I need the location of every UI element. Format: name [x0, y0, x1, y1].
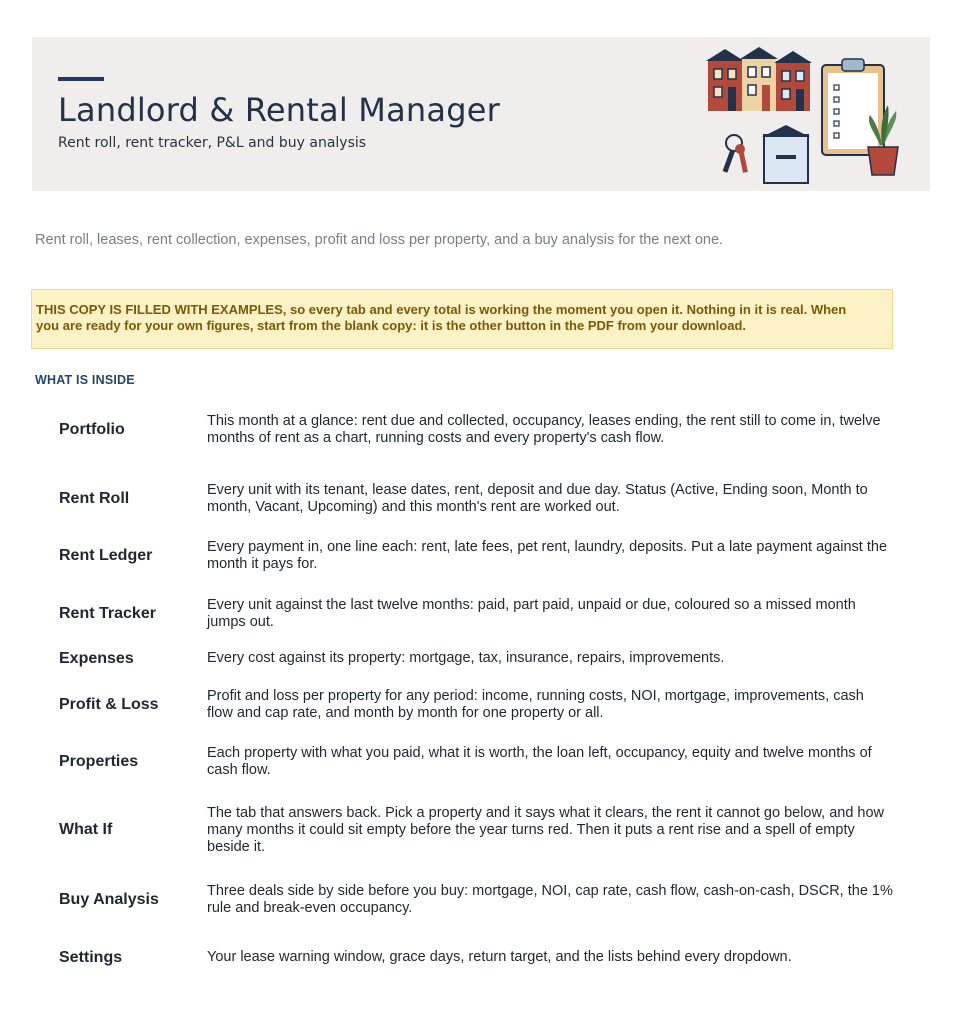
header-banner [32, 37, 930, 191]
tab-description: Every cost against its property: mortgage, tax, insurance, repairs, improvements. [207, 650, 725, 666]
tab-name: Settings [59, 949, 123, 966]
tab-name: Properties [59, 753, 139, 770]
notice-line-1: THIS COPY IS FILLED WITH EXAMPLES, so every tab and every total is working the moment you open it. Nothing in it is real. When [36, 302, 847, 317]
section-heading: WHAT IS INSIDE [35, 373, 135, 387]
clipboard-icon [822, 59, 884, 155]
page-subtitle: Rent roll, rent tracker, P&L and buy analysis [58, 135, 367, 151]
tab-description: Your lease warning window, grace days, return target, and the lists behind every dropdown. [207, 949, 792, 965]
tab-name: Expenses [59, 650, 134, 667]
tab-name: Rent Ledger [59, 547, 153, 564]
tab-name: Rent Roll [59, 490, 130, 507]
tab-description: Every payment in, one line each: rent, late fees, pet rent, laundry, deposits. Put a late payment against the month it pays for. [207, 539, 888, 572]
townhouses-icon [706, 47, 812, 111]
intro-text: Rent roll, leases, rent collection, expenses, profit and loss per property, and a buy analysis for the next one. [35, 232, 724, 248]
tab-name: Buy Analysis [59, 891, 159, 908]
tab-name: Portfolio [59, 421, 125, 438]
tab-description: Every unit with its tenant, lease dates, rent, deposit and due day. Status (Active, Ending soon, Month to month, Vacant, Upcoming) and this month's rent are worked out. [207, 482, 868, 515]
tab-description: Profit and loss per property for any period: income, running costs, NOI, mortgage, improvements, cash flow and cap rate, and month by month for one property or all. [207, 688, 864, 721]
notice-line-2: you are ready for your own figures, start from the blank copy: it is the other button in the PDF from your download. [36, 318, 747, 333]
tab-description: Each property with what you paid, what it is worth, the loan left, occupancy, equity and twelve months of cash flow. [207, 745, 872, 778]
example-notice [31, 289, 893, 349]
tab-name: What If [59, 821, 113, 838]
title-accent-rule [58, 77, 104, 81]
mailbox-icon [762, 125, 810, 183]
tab-description: This month at a glance: rent due and collected, occupancy, leases ending, the rent still to come in, twelve months of rent as a chart, running costs and every property's cash flow. [207, 413, 881, 446]
tab-description: Three deals side by side before you buy: mortgage, NOI, cap rate, cash flow, cash-on-cash, DSCR, the 1% rule and break-even occupancy. [207, 883, 893, 916]
tab-name: Profit & Loss [59, 696, 159, 713]
keys-icon [723, 135, 748, 173]
tab-description: The tab that answers back. Pick a property and it says what it clears, the rent it cannot go below, and how many months it could sit empty before the year turns red. Then it puts a rent rise and a spell of empty beside it. [207, 805, 885, 855]
page-title: Landlord & Rental Manager [58, 91, 500, 129]
tab-name: Rent Tracker [59, 605, 156, 622]
rental-illustration [704, 45, 904, 187]
tab-description: Every unit against the last twelve months: paid, part paid, unpaid or due, coloured so a missed month jumps out. [207, 597, 856, 630]
